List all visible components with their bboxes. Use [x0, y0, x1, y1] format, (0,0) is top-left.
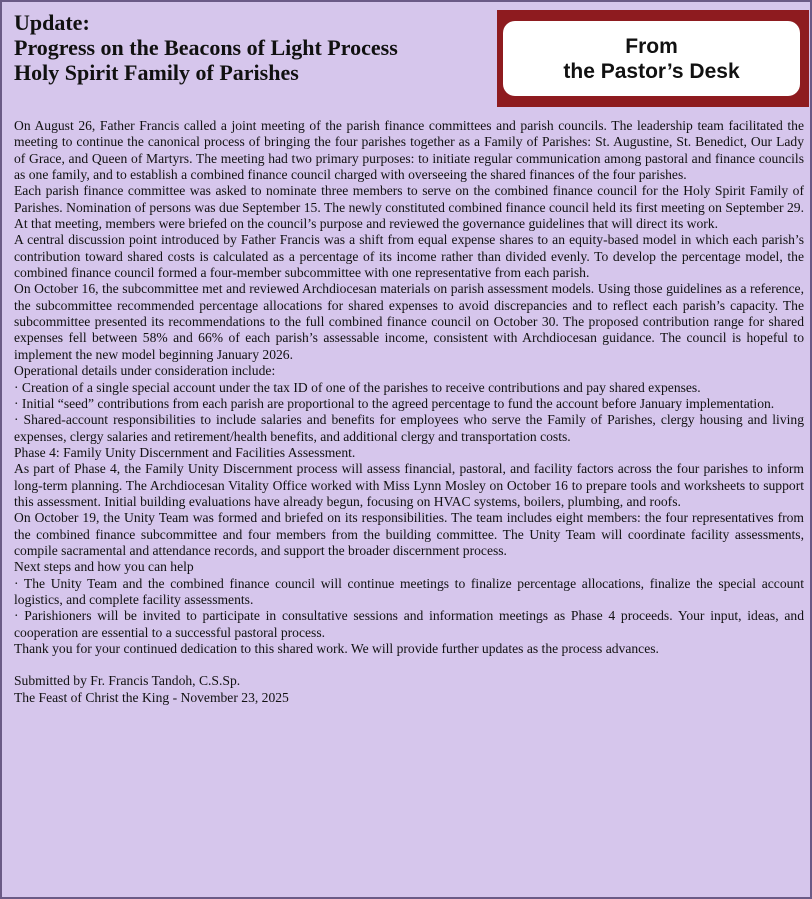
headline: [14, 10, 494, 85]
list-heading: Next steps and how you can help: [14, 559, 194, 575]
section-heading: Phase 4: Family Unity Discernment and Facilities Assessment.: [14, 444, 356, 460]
paragraph: On August 26, Father Francis called a joint meeting of the parish finance committees and parish councils. The leadership team facilitated the meeting to continue the canonical process of bringing the four parishes together as a Family of Parishes: St. Augustine, St. Benedict, Our Lady of Grace, and Queen of Martyrs. The meeting had two primary purposes: to initiate regular communication among pastoral and finance councils as one family, and to establish a combined finance council charged with overseeing the shared finances of the four parishes.: [14, 118, 804, 183]
list-item: · The Unity Team and the combined finance council will continue meetings to finalize percentage allocations, finalize the special account logistics, and complete facility assessments.: [14, 575, 804, 607]
article-body: [14, 118, 804, 706]
closing-paragraph: Thank you for your continued dedication to this shared work. We will provide further updates as the process advances.: [14, 641, 659, 656]
list-item: · Parishioners will be invited to participate in consultative sessions and information meetings as Phase 4 proceeds. Your input, ideas, and cooperation are essential to a successful pastoral process.: [14, 608, 804, 640]
paragraph: On October 16, the subcommittee met and reviewed Archdiocesan materials on parish assessment models. Using those guidelines as a reference, the subcommittee recommended percentage allocations for shared expenses to avoid discrepancies and to reflect each parish’s capacity. The subcommittee presented its recommendations to the full combined finance council on October 30. The proposed contribution range for shared expenses fell between 58% and 66% of each parish’s assessable income, consistent with Archdiocesan guidance. The council is hopeful to implement the new model beginning January 2026.: [14, 281, 804, 362]
signature-line-2: The Feast of Christ the King - November 23, 2025: [14, 689, 289, 705]
list-item: · Shared-account responsibilities to include salaries and benefits for employees who serve the Family of Parishes, clergy housing and living expenses, clergy salaries and retirement/health benefits, and additional clergy and transportation costs.: [14, 412, 804, 444]
signature-line-1: Submitted by Fr. Francis Tandoh, C.S.Sp.: [14, 673, 241, 689]
spacer: [14, 657, 804, 673]
list-heading: Operational details under consideration include:: [14, 363, 276, 379]
headline-line-3: Holy Spirit Family of Parishes: [14, 60, 299, 85]
paragraph: A central discussion point introduced by Father Francis was a shift from equal expense shares to an equity-based model in which each parish’s contribution toward shared costs is calculated as a percentage of its income rather than divided evenly. To develop the percentage model, the combined finance council formed a four-member subcommittee with one representative from each parish.: [14, 232, 804, 281]
list-item: · Initial “seed” contributions from each parish are proportional to the agreed percentage to fund the account before January implementation.: [14, 395, 775, 411]
pastor-desk-label: [503, 21, 800, 96]
headline-line-2: Progress on the Beacons of Light Process: [14, 35, 398, 60]
pastor-desk-line-1: From: [625, 34, 678, 58]
paragraph: On October 19, the Unity Team was formed and briefed on its responsibilities. The team includes eight members: the four representatives from the combined finance subcommittee and four members from the building committee. The Unity Team will coordinate facility assessments, compile sacramental and attendance records, and support the broader discernment process.: [14, 510, 804, 558]
paragraph: Each parish finance committee was asked to nominate three members to serve on the combined finance council for the Holy Spirit Family of Parishes. Nomination of persons was due September 15. The newly constituted combined finance council held its first meeting on September 29. At that meeting, members were briefed on the council’s purpose and reviewed the governance guidelines that will direct its work.: [14, 183, 804, 232]
paragraph: As part of Phase 4, the Family Unity Discernment process will assess financial, pastoral, and facility factors across the four parishes to inform long-term planning. The Archdiocesan Vitality Office worked with Miss Lynn Mosley on October 16 to prepare tools and worksheets to support this assessment. Initial building evaluations have already begun, focusing on HVAC systems, boilers, plumbing, and roofs.: [14, 461, 804, 509]
list-item: · Creation of a single special account under the tax ID of one of the parishes to receive contributions and pay shared expenses.: [14, 379, 701, 395]
headline-line-1: Update:: [14, 10, 90, 35]
pastor-desk-line-2: the Pastor’s Desk: [563, 59, 740, 83]
pastor-desk-banner: [497, 10, 809, 107]
